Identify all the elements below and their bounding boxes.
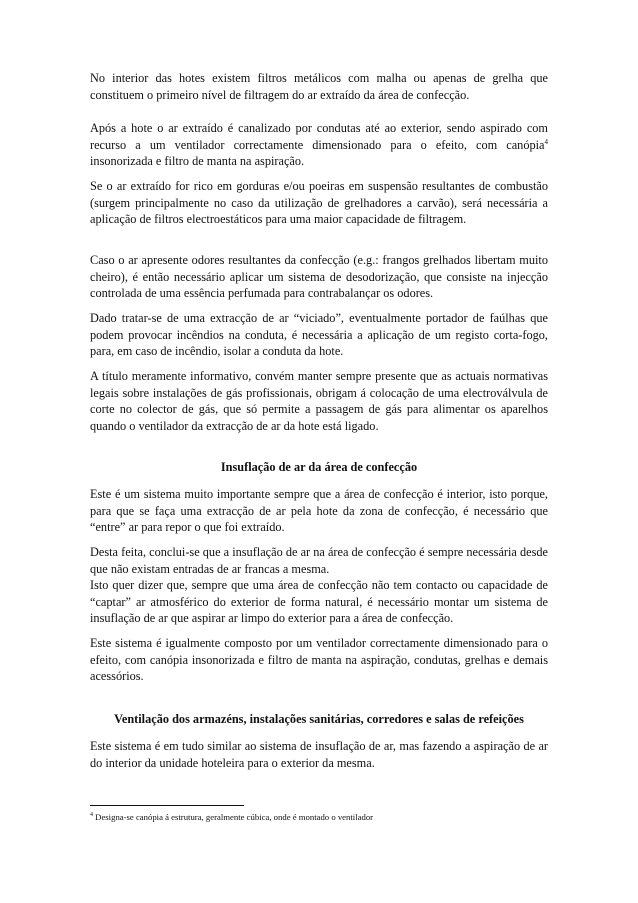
footnote-number: 4	[90, 812, 93, 819]
paragraph-gas-regulations: A título meramente informativo, convém manter sempre presente que as actuais normativas legais sobre instalações de gás profissionais, obrigam á colocação de uma electroválvula de corte no colector de gás, que só permite a passagem de gás para alimentar os aparelhos quando o ventilador da extracção de ar da hote está ligado.	[90, 369, 548, 433]
paragraph-insuflacao-natural-air: Isto quer dizer que, sempre que uma área de confecção não tem contacto ou capacidade de “captar” ar atmosférico do exterior de forma natural, é necessário montar um sistema de insuflação de ar que aspirar ar limpo do exterior para a área de confecção.	[90, 578, 548, 625]
paragraph-exhaust-text: Após a hote o ar extraído é canalizado por condutas até ao exterior, sendo aspirado com recurso a um ventilador correctamente dimensionado para o efeito, com canópia	[90, 121, 548, 152]
paragraph-insuflacao-necessity: Desta feita, conclui-se que a insuflação de ar na área de confecção é sempre necessária desde que não existam entradas de ar francas a mesma.	[90, 545, 548, 576]
paragraph-exhaust-ducts	[90, 120, 548, 170]
paragraph-electrostatic-filters: Se o ar extraído for rico em gorduras e/ou poeiras em suspensão resultantes de combustão (surgem principalmente no caso da utilização de grelhadores a carvão), será necessária a aplicação de filtros electroestáticos para uma maior capacidade de filtragem.	[90, 179, 548, 226]
paragraph-ventilacao-similar: Este sistema é em tudo similar ao sistema de insuflação de ar, mas fazendo a aspiração de ar do interior da unidade hoteleira para o exterior da mesma.	[90, 739, 548, 770]
paragraph-insuflacao-importance: Este é um sistema muito importante sempre que a área de confecção é interior, isto porque, para que se faça uma extracção de ar pela hote da zona de confecção, é necessário que “entre” ar para repor o que foi extraído.	[90, 487, 548, 534]
section-heading-ventilacao: Ventilação dos armazéns, instalações sanitárias, corredores e salas de refeições	[114, 712, 524, 726]
footnote	[90, 812, 548, 823]
paragraph-insuflacao-components: Este sistema é igualmente composto por um ventilador correctamente dimensionado para o efeito, com canópia insonorizada e filtro de manta na aspiração, condutas, grelhas e demais acessórios.	[90, 636, 548, 683]
paragraph-deodorization: Caso o ar apresente odores resultantes da confecção (e.g.: frangos grelhados libertam muito cheiro), é então necessário aplicar um sistema de desodorização, que consiste na injecção controlada de uma essência perfumada para contrabalançar os odores.	[90, 253, 548, 300]
paragraph-fire-damper: Dado tratar-se de uma extracção de ar “viciado”, eventualmente portador de faúlhas que podem provocar incêndios na conduta, é necessária a aplicação de um registo corta-fogo, para, em caso de incêndio, isolar a conduta da hote.	[90, 311, 548, 358]
footnote-divider	[90, 805, 244, 806]
footnote-reference[interactable]: 4	[544, 137, 548, 146]
paragraph-exhaust-text-end: insonorizada e filtro de manta na aspiração.	[90, 154, 305, 168]
paragraph-metal-filters: No interior das hotes existem filtros metálicos com malha ou apenas de grelha que constituem o primeiro nível de filtragem do ar extraído da área de confecção.	[90, 71, 548, 102]
footnote-text: Designa-se canópia á estrutura, geralmente cúbica, onde é montado o ventilador	[93, 812, 374, 822]
section-heading-insuflacao: Insuflação de ar da área de confecção	[220, 460, 418, 474]
